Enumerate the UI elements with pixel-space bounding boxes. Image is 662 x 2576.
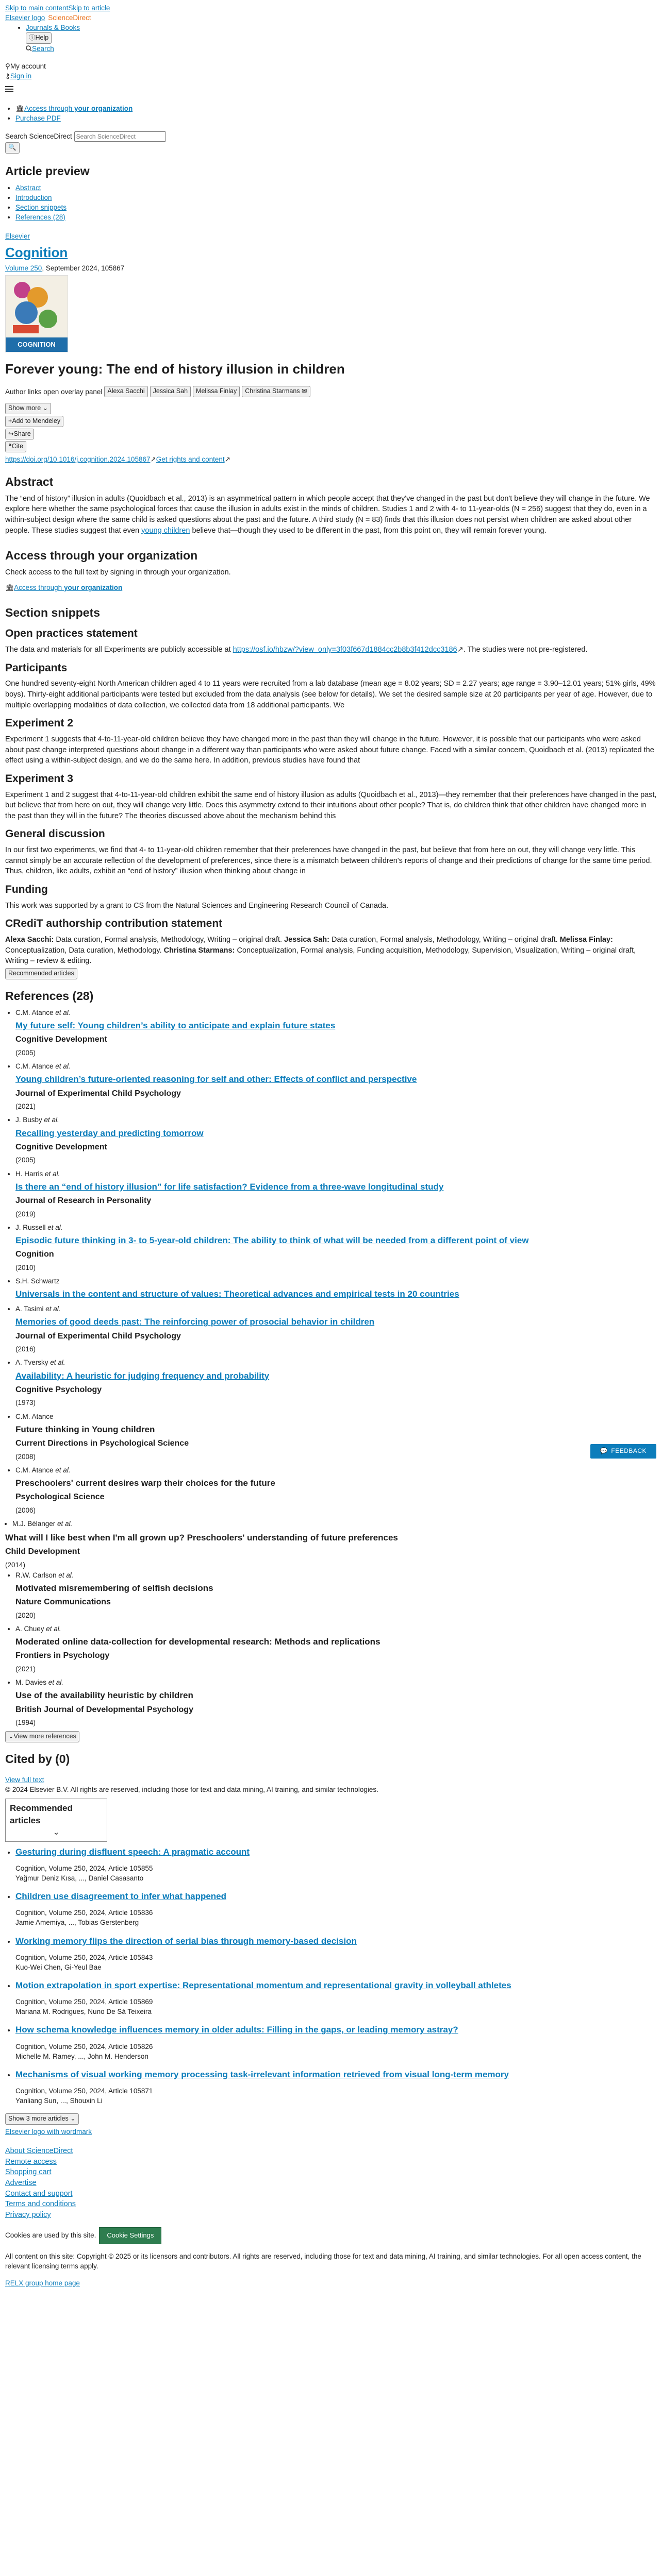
reference-title-link[interactable]: Recalling yesterday and predicting tomorrow — [15, 1128, 204, 1138]
access-text: Check access to the full text by signing in through your organization. — [5, 568, 231, 577]
recommended-item: • How schema knowledge influences memory in older adults: Filling in the gaps, or leading memory astray? Cognition, Volume 250, 2024, Article 105826 Michelle M. Ramey, ..., John M. Henderson — [15, 2024, 657, 2061]
footer-elsevier-logo[interactable]: Elsevier logo with wordmark — [5, 2128, 92, 2136]
publisher-logo[interactable]: Elsevier — [5, 232, 30, 241]
chevron-down-icon: ⌄ — [8, 1733, 14, 1740]
reference-item: • R.W. Carlson et al. Motivated misremembering of selfish decisions Nature Communications (2020) — [15, 1570, 657, 1620]
reference-item: • A. Tasimi et al. Memories of good deeds past: The reinforcing power of prosocial behavior in children Journal of Experimental Child Psychology (2016) — [15, 1303, 657, 1354]
search-icon: 🔍 — [8, 144, 16, 151]
cite-button[interactable]: ❝Cite — [5, 441, 26, 452]
share-icon: ↪ — [8, 430, 14, 437]
cited-by-heading: Cited by (0) — [5, 1752, 70, 1766]
snippet-text: The data and materials for all Experiments are publicly accessible at https://osf.io/hbzw/?view_only=3f03f667d1884cc2b8b3f412dcc3186↗. The studies were not pre-registered. — [5, 646, 588, 654]
chevron-down-icon[interactable]: ⌄ — [53, 1828, 60, 1837]
article-title: Forever young: The end of history illusion in children — [5, 361, 345, 377]
article-preview-heading: Article preview — [5, 164, 90, 178]
quote-icon: ❝ — [8, 443, 12, 450]
reference-item: • S.H. Schwartz Universals in the content and structure of values: Theoretical advances and empirical tests in 20 countries — [15, 1276, 657, 1300]
institution-icon: 🏛 — [15, 104, 25, 112]
reference-item: • J. Russell et al. Episodic future thinking in 3- to 5-year-old children: The ability to think of what will be needed from a different point of view Cognition (2010) — [15, 1222, 657, 1273]
my-account-link[interactable]: My account — [10, 62, 46, 71]
snippet-heading: Open practices statement — [5, 628, 138, 640]
snippet-text: Experiment 1 and 2 suggest that 4-to-11-year-old children exhibit the same end of history illusion as adults (Quoidbach et al., 2013)—they remember that their preferences have changed in the past, but believe that from here on out, they will change very little. Does this asymmetry extend to their intuitions about other people? That is, do children think that other children have changed more in the past than they will in the future? The theories discussed above about the mechanism behind this — [5, 790, 657, 820]
author-button[interactable]: Christina Starmans ✉ — [242, 386, 310, 397]
reference-title-link[interactable]: Episodic future thinking in 3- to 5-year-old children: The ability to think of what will be needed from a different point of view — [15, 1235, 529, 1245]
credit-heading: CRediT authorship contribution statement — [5, 918, 223, 930]
help-icon: ⓘ — [29, 34, 36, 42]
search-toggle[interactable]: Search — [26, 45, 54, 53]
show-more-button[interactable]: Show more ⌄ — [5, 403, 51, 414]
snippet-heading: Funding — [5, 883, 48, 895]
institution-icon: 🏛 — [5, 584, 14, 592]
reference-item: What will I like best when I'm all grown up? Preschoolers' understanding of future preferences Child Development (2014) — [5, 1533, 398, 1569]
snippet-text: Experiment 1 suggests that 4-to-11-year-old children believe they have changed more in the past than they will change in the future. However, it is possible that our participants who were asked about past change interpreted questions about change in a different way than participants who were asked about future change. Faced with a similar concern, Quoidbach et al. (2013) replicated the effect using a within-subject design, and we do the same here. In addition, previous studies have found that — [5, 735, 654, 765]
abstract-text: The “end of history” illusion in adults (Quoidbach et al., 2013) is an asymmetrical pattern in which people accept that they've changed in the past but don't believe they will change in the future. We explore here whether the same psychological forces that cause the illusion in adults exist in the minds of children. Studies 1 and 2 with 4- to 11-year-olds (N = 256) suggest that they do, even in a within-subject design where the same child is asked questions about the past and the future. A third study (N = 83) finds that this illusion does not persist when children are asked about other people. These studies suggest that even young children believe that—though they used to be different in the past, from this point on, they will remain forever young. — [5, 494, 650, 535]
references-list — [5, 1007, 657, 1515]
cookies-text: Cookies are used by this site. — [5, 2231, 96, 2240]
header-access-org-link[interactable]: Access through your organization — [24, 104, 133, 112]
share-button[interactable]: ↪Share — [5, 429, 34, 440]
reference-item: • A. Chuey et al. Moderated online data-collection for developmental research: Methods and replications Frontiers in Psychology (2021) — [15, 1623, 657, 1674]
volume-link[interactable]: Volume 250 — [5, 264, 42, 273]
snippet-text: One hundred seventy-eight North American children aged 4 to 11 years were recruited from a lab database (mean age = 8.02 years; SD = 2.27 years; age range = 3.90–12.01 years; 51% girls, 49% boys). Thirty-eight additional participants were tested but excluded from the data analysis (see below for details). We set the desired sample size at 20 participants per year of age. However, due to multiple overlapping modalities of data collection, we collected data from 18 additional participants. We — [5, 680, 656, 709]
journals-books-link[interactable]: Journals & Books — [26, 24, 80, 32]
chat-icon: 💬 — [600, 1447, 608, 1455]
author-button[interactable]: Alexa Sacchi — [104, 386, 147, 397]
access-heading: Access through your organization — [5, 549, 198, 563]
references-heading: References (28) — [5, 989, 94, 1003]
reference-item: • C.M. Atance et al. My future self: Young children’s ability to anticipate and explain future states Cognitive Development (2005) — [15, 1007, 657, 1058]
skip-to-main-link[interactable]: Skip to main content — [5, 4, 69, 12]
recommended-article-link[interactable]: Motion extrapolation in sport expertise: Representational momentum and representational gravity in volleyball athletes — [15, 1980, 511, 1991]
footer-link[interactable]: Contact and support — [5, 2189, 73, 2198]
search-submit-button[interactable] — [5, 142, 20, 154]
reference-title-link[interactable]: Memories of good deeds past: The reinforcing power of prosocial behavior in children — [15, 1317, 375, 1327]
young-children-link[interactable]: young children — [141, 526, 190, 535]
sciencedirect-wordmark[interactable]: ScienceDirect — [48, 14, 91, 22]
recommended-article-link[interactable]: Children use disagreement to infer what happened — [15, 1891, 227, 1902]
nav-abstract[interactable]: Abstract — [15, 183, 41, 192]
journal-title-link[interactable]: Cognition — [5, 245, 68, 261]
issue-info: , September 2024, 105867 — [42, 264, 125, 273]
reference-item: • J. Busby et al. Recalling yesterday and predicting tomorrow Cognitive Development (2005) — [15, 1114, 657, 1165]
view-full-text-link[interactable]: View full text — [5, 1775, 44, 1784]
view-more-references-button[interactable]: ⌄View more references — [5, 1731, 79, 1742]
journal-cover[interactable] — [5, 275, 68, 352]
search-input[interactable] — [74, 131, 166, 142]
reference-item: • C.M. Atance Future thinking in Young children Current Directions in Psychological Science (2008) — [15, 1411, 657, 1462]
recommended-article-link[interactable]: Working memory flips the direction of serial bias through memory-based decision — [15, 1936, 357, 1946]
snippet-heading: Participants — [5, 662, 68, 674]
footer-copyright: All content on this site: Copyright © 2025 or its licensors and contributors. All rights are reserved, including those for text and data mining, AI training, and similar technologies. For all open access content, the relevant licensing terms apply. — [5, 2252, 641, 2270]
credit-text: Alexa Sacchi: Data curation, Formal analysis, Methodology, Writing – original draft. Jessica Sah: Data curation, Formal analysis, Methodology, Writing – original draft. Melissa Finlay: Conceptualization, Data curation, Methodology. Christina Starmans: Conceptualization, Formal analysis, Funding acquisition, Methodology, Supervision, Visualization, Writing – original draft, Writing – review & editing. — [5, 936, 636, 965]
reference-item: • A. Tversky et al. Availability: A heuristic for judging frequency and probability Cognitive Psychology (1973) — [15, 1357, 657, 1408]
section-snippets-heading: Section snippets — [5, 605, 101, 619]
cover-title: COGNITION — [6, 337, 68, 352]
search-icon — [26, 44, 32, 54]
external-link-icon: ↗ — [150, 455, 156, 464]
recommended-item: • Mechanisms of visual working memory processing task-irrelevant information retrieved from visual long-term memory Cognition, Volume 250, 2024, Article 105871 Yanliang Sun, ..., Shouxin Li — [15, 2069, 657, 2106]
footer-link[interactable]: Shopping cart — [5, 2168, 52, 2177]
external-link-icon: ↗ — [224, 455, 230, 464]
osf-link[interactable]: https://osf.io/hbzw/?view_only=3f03f667d1884cc2b8b3f412dcc3186 — [233, 646, 457, 654]
reference-title-link[interactable]: Availability: A heuristic for judging frequency and probability — [15, 1370, 270, 1381]
nav-section-snippets[interactable]: Section snippets — [15, 203, 67, 211]
recommended-article-link[interactable]: How schema knowledge influences memory in older adults: Filling in the gaps, or leading memory astray? — [15, 2025, 458, 2035]
account-icon: ⚲ — [5, 62, 10, 71]
footer-link[interactable]: About ScienceDirect — [5, 2147, 73, 2156]
plus-icon: + — [8, 417, 12, 425]
reference-title-link[interactable]: My future self: Young children’s ability to anticipate and explain future states — [15, 1021, 336, 1031]
snippet-text: This work was supported by a grant to CS from the Natural Sciences and Engineering Research Council of Canada. — [5, 901, 389, 910]
author-button[interactable]: Jessica Sah — [150, 386, 191, 397]
cookie-settings-button[interactable]: Cookie Settings — [99, 2227, 161, 2244]
snippet-heading: Experiment 2 — [5, 717, 73, 730]
reference-item: • H. Harris et al. Is there an “end of history illusion” for life satisfaction? Evidence from a three-wave longitudinal study Journal of Research in Personality (2019) — [15, 1168, 657, 1219]
sign-in-link[interactable]: Sign in — [10, 72, 32, 80]
nav-references[interactable]: References (28) — [15, 213, 65, 222]
reference-item: • M. Davies et al. Use of the availability heuristic by children British Journal of Developmental Psychology (1994) — [15, 1677, 657, 1727]
reference-title-link[interactable]: Young children’s future-oriented reasoning for self and other: Effects of conflict and perspective — [15, 1074, 417, 1084]
recommended-article-link[interactable]: Mechanisms of visual working memory processing task-irrelevant information retrieved from visual long-term memory — [15, 2069, 509, 2079]
reference-item: • C.M. Atance et al. Preschoolers' current desires warp their choices for the future Psychological Science (2006) — [15, 1465, 657, 1515]
reference-title-link[interactable]: Universals in the content and structure of values: Theoretical advances and empirical tests in 20 countries — [15, 1289, 459, 1299]
snippet-heading: General discussion — [5, 828, 105, 840]
reference-title-link[interactable]: Is there an “end of history illusion” for life satisfaction? Evidence from a three-wave longitudinal study — [15, 1181, 444, 1192]
sign-in-icon: ⚷ — [5, 72, 10, 80]
recommended-item: • Working memory flips the direction of serial bias through memory-based decision Cognition, Volume 250, 2024, Article 105843 Kuo-Wei Chen, Gi-Yeul Bae — [15, 1935, 657, 1972]
abstract-heading: Abstract — [5, 475, 54, 489]
help-button[interactable]: ⓘHelp — [26, 32, 52, 44]
feedback-button[interactable]: 💬 FEEDBACK — [590, 1444, 656, 1459]
chevron-down-icon: ⌄ — [70, 2115, 76, 2123]
purchase-pdf-link[interactable]: Purchase PDF — [15, 114, 61, 122]
footer-link[interactable]: Privacy policy — [5, 2210, 51, 2219]
elsevier-logo[interactable]: Elsevier logo — [5, 14, 45, 22]
recommended-item: • Motion extrapolation in sport expertise: Representational momentum and representational gravity in volleyball athletes Cognition, Volume 250, 2024, Article 105869 Mariana M. Rodrigues, Nuno De Sá Teixeira — [15, 1979, 657, 2016]
reference-item: • C.M. Atance et al. Young children’s future-oriented reasoning for self and other: Effects of conflict and perspective Journal of Experimental Child Psychology (2021) — [15, 1061, 657, 1111]
rights-link[interactable]: Get rights and content — [156, 455, 225, 464]
search-label: Search ScienceDirect — [5, 132, 72, 141]
snippet-heading: Experiment 3 — [5, 772, 73, 785]
access-org-link[interactable]: Access through your organization — [14, 584, 123, 592]
reference-item: • M.J. Bélanger et al. — [12, 1518, 657, 1529]
relx-logo[interactable]: RELX group home page — [5, 2279, 80, 2287]
recommended-articles-panel — [5, 1799, 107, 1842]
nav-introduction[interactable]: Introduction — [15, 193, 52, 201]
preview-nav — [5, 183, 657, 223]
recommended-item: • Gesturing during disfluent speech: A pragmatic account Cognition, Volume 250, 2024, Article 105855 Yağmur Deniz Kısa, ..., Daniel Casasanto — [15, 1846, 657, 1883]
footer-link[interactable]: Remote access — [5, 2157, 57, 2166]
footer-link[interactable]: Terms and conditions — [5, 2200, 76, 2209]
show-more-articles-button[interactable]: Show 3 more articles ⌄ — [5, 2113, 79, 2125]
skip-to-article-link[interactable]: Skip to article — [68, 4, 110, 12]
recommended-articles-button[interactable]: Recommended articles — [5, 968, 77, 979]
footer-link[interactable]: Advertise — [5, 2179, 37, 2187]
add-to-mendeley-button[interactable]: +Add to Mendeley — [5, 416, 63, 427]
author-links-label: Author links open overlay panel — [5, 387, 103, 396]
recommended-heading: Recommended articles — [10, 1803, 73, 1826]
external-link-icon: ↗ — [457, 646, 464, 654]
menu-icon[interactable] — [5, 84, 657, 95]
snippet-text: In our first two experiments, we find that 4- to 11-year-old children remember that their preferences have changed in the past, but believe that from here on out, they will change very little. This cannot simply be an accurate reflection of the development of preferences, since there is a mismatch between children's reports of change and their predictions of change for the same time period. Thus, children, like adults, exhibit an “end of history” illusion when thinking about change in — [5, 846, 652, 876]
chevron-down-icon: ⌄ — [42, 404, 48, 412]
email-icon: ✉ — [302, 387, 307, 395]
site-header — [5, 13, 657, 154]
article-copyright: © 2024 Elsevier B.V. All rights are reserved, including those for text and data mining, AI training, and similar technologies. — [5, 1786, 378, 1794]
author-button[interactable]: Melissa Finlay — [193, 386, 240, 397]
recommended-article-link[interactable]: Gesturing during disfluent speech: A pragmatic account — [15, 1846, 250, 1857]
recommended-item: • Children use disagreement to infer what happened Cognition, Volume 250, 2024, Article 105836 Jamie Amemiya, ..., Tobias Gerstenberg — [15, 1890, 657, 1927]
logo-row — [5, 13, 657, 23]
doi-link[interactable]: https://doi.org/10.1016/j.cognition.2024.105867 — [5, 455, 151, 464]
